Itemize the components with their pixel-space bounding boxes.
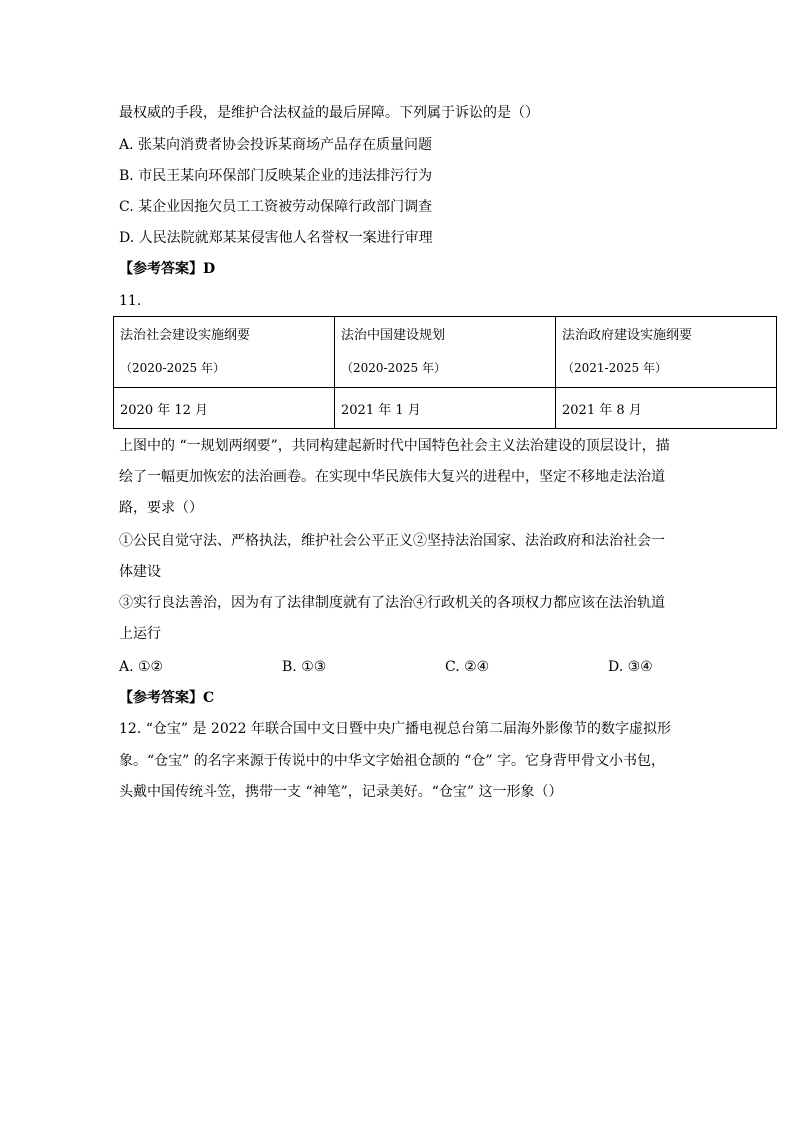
q11-statement-line: ③实行良法善治，因为有了法律制度就有了法治④行政机关的各项权力都应该在法治轨道	[119, 595, 665, 611]
q11-statement-line: 体建设	[119, 564, 161, 580]
plan-date: 2021 年 8 月	[556, 388, 777, 429]
q11-option-d: D. ③④	[608, 659, 653, 675]
q10-answer: 【参考答案】D	[119, 261, 216, 277]
plan-title: 法治社会建设实施纲要	[120, 328, 251, 343]
plan-years: （2021-2025 年）	[562, 361, 667, 375]
plan-title: 法治政府建设实施纲要	[562, 328, 693, 343]
q11-statement-line: 上运行	[119, 626, 161, 642]
q10-option-b: B. 市民王某向环保部门反映某企业的违法排污行为	[119, 168, 433, 184]
plan-years: （2020-2025 年）	[120, 361, 225, 375]
q11-statement-line: ①公民自觉守法、严格执法，维护社会公平正义②坚持法治国家、法治政府和法治社会一	[119, 533, 665, 549]
plan-date: 2021 年 1 月	[335, 388, 556, 429]
q10-stem: 最权威的手段，是维护合法权益的最后屏障。下列属于诉讼的是（）	[119, 105, 539, 121]
table-cell	[114, 317, 335, 388]
q11-option-b: B. ①③	[282, 659, 327, 675]
q12-stem-line: 12. “仓宝” 是 2022 年联合国中文日暨中央广播电视总台第二届海外影像节的数字虚拟形	[119, 721, 672, 737]
q10-option-a: A. 张某向消费者协会投诉某商场产品存在质量问题	[119, 137, 433, 153]
table-cell	[335, 317, 556, 388]
plan-title: 法治中国建设规划	[341, 328, 446, 343]
plan-years: （2020-2025 年）	[341, 361, 446, 375]
table-cell	[556, 317, 777, 388]
table-row	[114, 317, 777, 388]
plan-date: 2020 年 12 月	[114, 388, 335, 429]
q11-number: 11.	[119, 293, 142, 309]
q11-stem-line: 绘了一幅更加恢宏的法治画卷。在实现中华民族伟大复兴的进程中，坚定不移地走法治道	[119, 469, 665, 485]
q10-option-c: C. 某企业因拖欠员工工资被劳动保障行政部门调查	[119, 199, 433, 215]
q11-answer: 【参考答案】C	[119, 690, 215, 706]
table-row	[114, 388, 777, 429]
q12-stem-line: 头戴中国传统斗笠，携带一支 “神笔”，记录美好。“仓宝” 这一形象（）	[119, 784, 563, 800]
q11-stem-line: 路，要求（）	[119, 500, 203, 516]
q11-option-c: C. ②④	[445, 659, 490, 675]
plan-table	[113, 316, 777, 429]
q11-option-a: A. ①②	[119, 659, 164, 675]
q10-option-d: D. 人民法院就郑某某侵害他人名誉权一案进行审理	[119, 230, 433, 246]
q12-stem-line: 象。“仓宝” 的名字来源于传说中的中华文字始祖仓颉的 “仓” 字。它身背甲骨文小书包，	[119, 753, 665, 769]
q11-stem-line: 上图中的 “一规划两纲要”，共同构建起新时代中国特色社会主义法治建设的顶层设计，描	[119, 438, 670, 454]
